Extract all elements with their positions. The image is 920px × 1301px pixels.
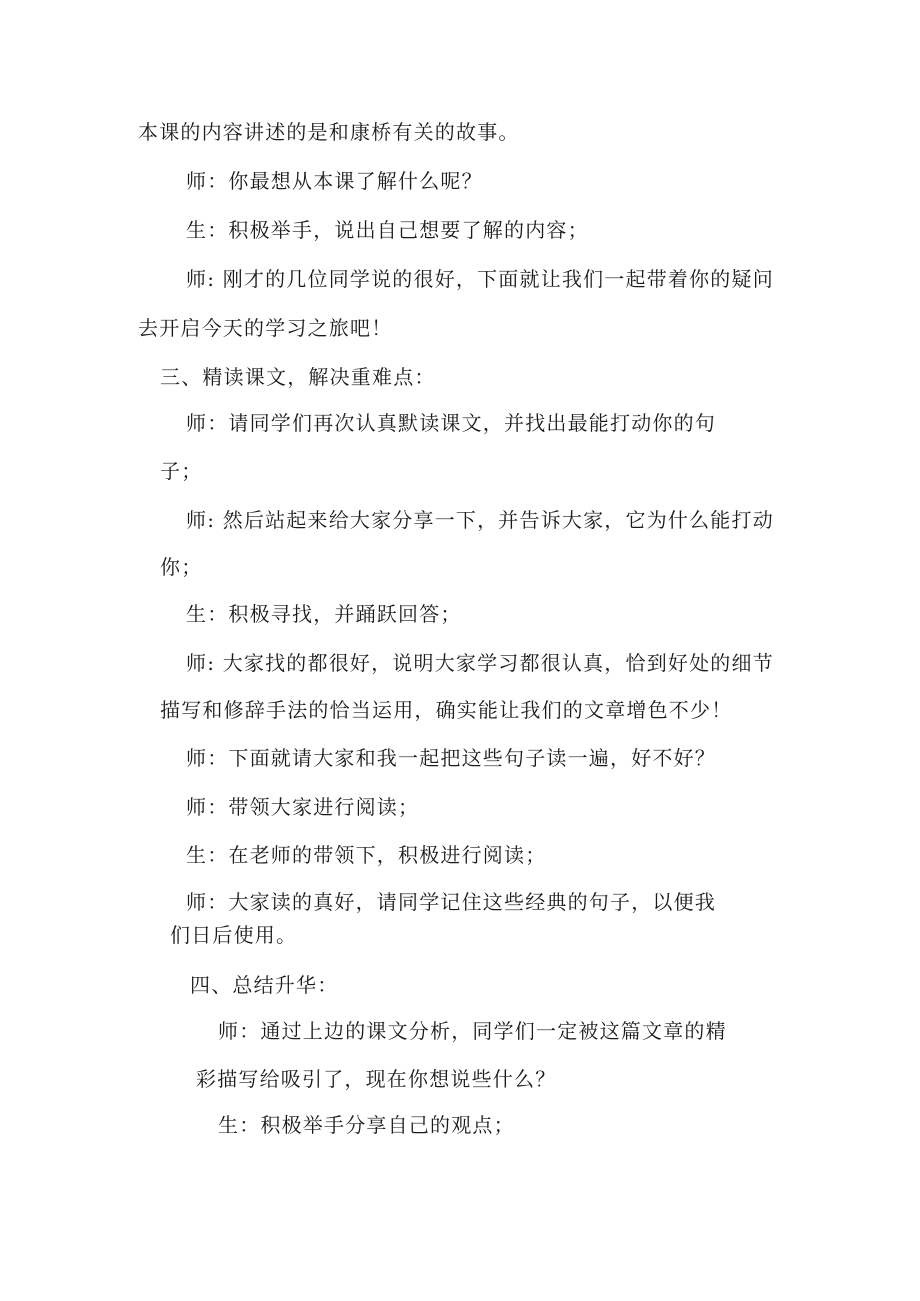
paragraph-line-7: 子； <box>160 459 203 483</box>
paragraph-line-2: 师：你最想从本课了解什么呢？ <box>186 169 483 193</box>
paragraph-line-19: 彩描写给吸引了，现在你想说些什么？ <box>196 1067 557 1091</box>
paragraph-line-4: 师: 刚才的几位同学说的很好，下面就让我们一起带着你的疑问 <box>186 267 774 291</box>
paragraph-line-8: 师: 然后站起来给大家分享一下，并告诉大家，它为什么能打动 <box>186 508 774 532</box>
paragraph-line-16: 师：大家读的真好，请同学记住这些经典的句子，以便我 <box>186 890 716 914</box>
paragraph-line-20: 生：积极举手分享自己的观点； <box>218 1113 515 1137</box>
paragraph-line-9: 你； <box>160 555 203 579</box>
paragraph-line-5: 去开启今天的学习之旅吧！ <box>138 316 393 340</box>
paragraph-line-11: 师: 大家找的都很好，说明大家学习都很认真，恰到好处的细节 <box>186 651 774 675</box>
paragraph-line-17: 们日后使用。 <box>170 923 298 947</box>
section-heading-3: 三、精读课文，解决重难点： <box>160 365 436 389</box>
paragraph-line-13: 师：下面就请大家和我一起把这些句子读一遍，好不好？ <box>186 746 716 770</box>
paragraph-line-14: 师：带领大家进行阅读； <box>186 795 420 819</box>
paragraph-line-12: 描写和修辞手法的恰当运用，确实能让我们的文章增色不少！ <box>160 698 733 722</box>
paragraph-line-18: 师：通过上边的课文分析，同学们一定被这篇文章的精 <box>218 1019 727 1043</box>
paragraph-line-10: 生：积极寻找，并踊跃回答； <box>186 602 462 626</box>
paragraph-line-3: 生：积极举手，说出自己想要了解的内容； <box>186 218 589 242</box>
section-heading-4: 四、总结升华： <box>190 973 339 997</box>
paragraph-line-15: 生：在老师的带领下，积极进行阅读； <box>186 843 547 867</box>
paragraph-line-1: 本课的内容讲述的是和康桥有关的故事。 <box>138 120 520 144</box>
paragraph-line-6: 师：请同学们再次认真默读课文，并找出最能打动你的句 <box>186 411 716 435</box>
